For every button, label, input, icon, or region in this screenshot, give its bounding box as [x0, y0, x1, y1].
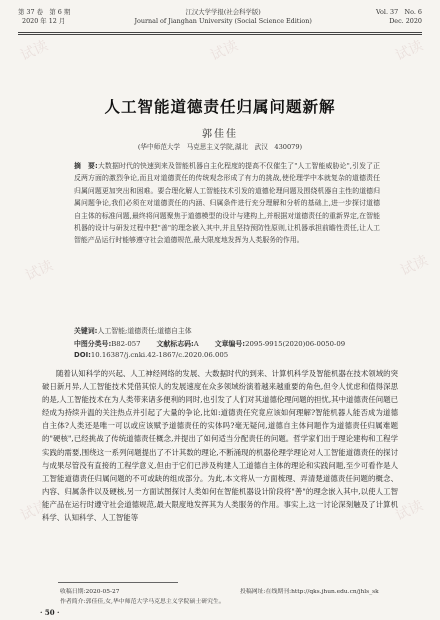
doi-line [74, 351, 380, 359]
volume-en: Vol. 37 No. 6 [376, 8, 422, 16]
author-affiliation: (华中师范大学 马克思主义学院,湖北 武汉 430079) [137, 143, 303, 151]
header-rule-thin [18, 34, 422, 35]
header-middle [134, 8, 311, 26]
journal-name-cn: 江汉大学学报(社会科学版) [185, 8, 261, 16]
clc-code [74, 338, 141, 348]
journal-name-en: Journal of Jianghan University (Social Science Edition) [134, 17, 312, 25]
header-right [376, 8, 422, 26]
footnote-rule [58, 582, 178, 583]
classification-line [74, 338, 384, 348]
header-left [18, 8, 70, 26]
document-code [157, 338, 199, 348]
page-title: 人工智能道德责任归属问题新解 [104, 98, 336, 116]
abstract [74, 160, 380, 247]
doccode-label: 文献标志码: [156, 340, 194, 348]
watermark: 试读 [208, 37, 241, 65]
watermark: 试读 [23, 257, 56, 285]
running-header [18, 8, 422, 34]
watermark: 试读 [398, 252, 431, 280]
keywords [74, 325, 380, 335]
watermark: 试读 [18, 497, 51, 525]
abstract-text: 大数据时代的快速到来及智能机器自主化程度的提高不仅催生了"人工智能威胁论",引发了正反两方面的激烈争论,而且对道德责任的传统观念形成了有力的挑战,使伦理学中本就复杂的道德责任归属问题更加突出和困难。要合理化解人工智能技术引发的道德伦理问题及围绕机器自主性的道德归属问题争论,我们必须在对道德责任的内涵、归属条件进行充分理解和分析的基础上,进一步探讨道德自主体的标准问题,最终将问题聚焦于道德模型的设计与建构上,并根据对道德责任的重新界定,在智能机器的设计与研发过程中把"善"的理念嵌入其中,并且坚持预防性原则,让机器承担前瞻性责任,让人工智能产品运行时能够遵守社会道德规范,最大限度地发挥为人类服务的作用。 [74, 162, 380, 245]
received-date: 收稿日期:2020-05-27 [60, 589, 120, 595]
author-name: 郭佳佳 [202, 129, 238, 140]
header-rule [18, 32, 422, 33]
doi-label: DOI: [74, 351, 91, 359]
page-number: · 50 · [40, 608, 60, 617]
watermark: 试读 [393, 497, 426, 525]
article-number [215, 338, 345, 348]
footnote-author-bio: 作者简介:郭佳佳,女,华中师范大学马克思主义学院硕士研究生。 [60, 599, 225, 605]
watermark: 试读 [393, 37, 426, 65]
keywords-label: 关键词: [74, 327, 98, 335]
footnote-received-line [60, 586, 400, 595]
articleno-label: 文章编号: [214, 340, 246, 348]
clc-value: B82-057 [111, 340, 141, 348]
watermark: 试读 [18, 37, 51, 65]
abstract-label: 摘 要: [74, 162, 98, 170]
body-paragraph: 随着认知科学的兴起、人工神经网络的发展、大数据时代的到来、计算机科学及智能机器在技术领域的突破日新月异,人工智能技术凭借其惊人的发展速度在众多领域纷演着越来越重要的角色,但令人忧虑和值得深思的是,人工智能技术在为人类带来诸多便利的同时,也引发了人们对其道德伦理问题的担忧,其中道德责任问题已经成为持续升温的关注热点并引起了大量的争论,比如:道德责任究竟应该如何理解?智能机器人能否成为道德自主体?人类还是唯一可以或应该赋予道德责任的实体吗?毫无疑问,道德自主体问题作为道德责任归属难题的"硬核",已经挑战了传统道德责任概念,并提出了如何适当分配责任的问题。哲学家们出于理论建构和工程学实践的需要,围绕这一系列问题提出了不计其数的理论,不断涌现的机器伦理学理论对人工智能道德责任的探讨与成果尽管没有直接的工程学意义,但由于它们已涉及构建人工道德自主体的理论和实践问题,至少可看作是人工智能道德责任归属问题的不可或缺的组成部分。为此,本文将从一方面梳理、弄清楚道德责任问题的概念、内容、归属条件以及硬核,另一方面试图探讨人类如何在智能机器设计阶段将"善"的理念嵌入其中,以使人工智能产品在运行时遵守社会道德规范,最大限度地发挥其为人类服务的作用。事实上,这一讨论深刻触及了计算机科学、认知科学、人工智能等 [42, 369, 398, 523]
doccode-value: A [193, 340, 199, 348]
doi-value[interactable]: 10.16387/j.cnki.42-1867/c.2020.06.005 [90, 351, 229, 359]
clc-label: 中图分类号: [74, 340, 112, 348]
date-en: Dec. 2020 [389, 17, 422, 25]
articleno-value: 2095-9915(2020)06-0050-09 [245, 340, 346, 348]
volume-cn: 第 37 卷 第 6 期 [18, 8, 71, 16]
submission-url[interactable]: 投稿网址:在线期刊:http://qks.jhun.edu.cn/jhls_sk [240, 589, 379, 595]
date-cn: 2020 年 12 月 [22, 17, 66, 25]
keywords-text: 人工智能;道德责任;道德自主体 [97, 327, 192, 335]
